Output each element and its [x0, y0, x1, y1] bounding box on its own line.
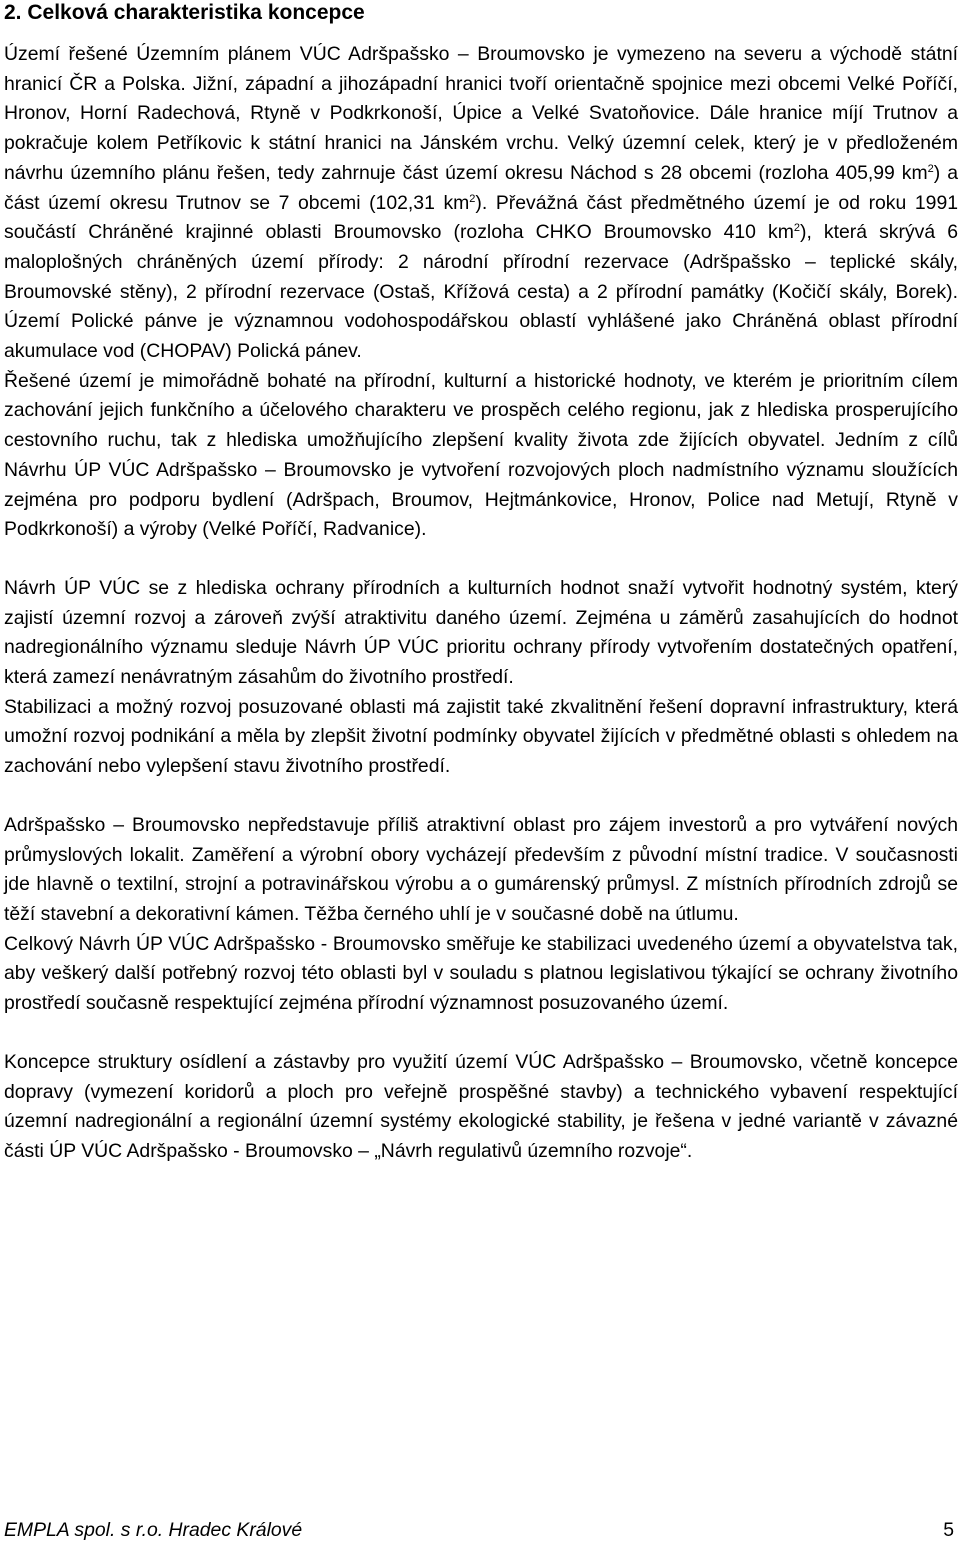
paragraph-text: ), která skrývá 6 maloplošných chráněných území přírody: 2 národní přírodní rezervace (Adršpašsko – teplické skály, Broumovské stěny), 2 přírodní rezervace (Ostaš, Křížová cesta) a 2 přírodní památky (Kočičí skály, Borek). Území Polické pánve je významnou vodohospodářskou oblastí vyhlášené jako Chráněná oblast přírodní akumulace vod (CHOPAV) Polická pánev.: [4, 221, 958, 363]
superscript: 2: [927, 162, 934, 175]
footer-company: EMPLA spol. s r.o. Hradec Králové: [4, 1519, 303, 1541]
page-number: 5: [943, 1519, 954, 1541]
paragraph-text: ) a část území okresu Trutnov se 7 obcemi (102,31 km: [4, 161, 958, 214]
paragraph-text: Území řešené Územním plánem VÚC Adršpašsko – Broumovsko je vymezeno na severu a východě státní hranicí ČR a Polska. Jižní, západní a jihozápadní hranici tvoří orientačně spojnice mezi obcemi Velké Poříčí, Hronov, Horní Radechová, Rtyně v Podkrkonoší, Úpice a Velké Svatoňovice. Dále hranice míjí Trutnov a pokračuje kolem Petříkovic k státní hranici na Jánském vrchu. Velký územní celek, který je v předloženém návrhu územního plánu řešen, tedy zahrnuje část území okresu Náchod s 28 obcemi (rozloha 405,99 km: [4, 43, 958, 184]
paragraph-protection: Návrh ÚP VÚC se z hlediska ochrany přírodních a kulturních hodnot snaží vytvořit hodnotný systém, který zajistí územní rozvoj a zároveň zvýší atraktivitu daného území. Zejména u záměrů zasahujících do hodnot nadregionálního významu sleduje Návrh ÚP VÚC prioritu ochrany přírody vytvořením dostatečných opatření, která zamezí nenávratným zásahům do životního prostředí.: [4, 576, 958, 689]
paragraph-overall: Celkový Návrh ÚP VÚC Adršpašsko - Broumovsko směřuje ke stabilizaci uvedeného území a obyvatelstva tak, aby veškerý další potřebný rozvoj této oblasti byl v souladu s platnou legislativou týkající se ochrany životního prostředí současně respektující zejména přírodní významnost posuzovaného území.: [4, 932, 958, 1015]
paragraph-text: ). Převážná část předmětného území je od roku 1991 součástí Chráněné krajinné oblasti Broumovsko (rozloha CHKO Broumovsko 410 km: [4, 191, 959, 244]
superscript: 2: [793, 222, 800, 235]
paragraph-economy: Adršpašsko – Broumovsko nepředstavuje příliš atraktivní oblast pro zájem investorů a pro vytváření nových průmyslových lokalit. Zaměření a výrobní obory vycházejí především z původní místní tradice. V současnosti jde hlavně o textilní, strojní a potravinářskou výrobu a o gumárenský průmysl. Z místních přírodních zdrojů se těží stavební a dekorativní kámen. Těžba černého uhlí je v současné době na útlumu.: [4, 813, 958, 925]
paragraph-territory: [4, 40, 958, 367]
paragraph-stabilization: Stabilizaci a možný rozvoj posuzované oblasti má zajistit také zkvalitnění řešení dopravní infrastruktury, která umožní rozvoj podnikání a měla by zlepšit životní podmínky obyvatel žijících v předmětné oblasti s ohledem na zachování nebo vylepšení stavu životního prostředí.: [4, 695, 958, 778]
paragraph-values: Řešené území je mimořádně bohaté na přírodní, kulturní a historické hodnoty, ve kterém je prioritním cílem zachování jejich funkčního a účelového charakteru ve prospěch celého regionu, jak z hlediska prosperujícího cestovního ruchu, tak z hlediska umožňujícího zlepšení kvality života zde žijících obyvatel. Jedním z cílů Návrhu ÚP VÚC Adršpašsko – Broumovsko je vytvoření rozvojových ploch nadmístního významu sloužících zejména pro podporu bydlení (Adršpach, Broumov, Hejtmánkovice, Hronov, Police nad Metují, Rtyně v Podkrkonoší) a výroby (Velké Poříčí, Radvanice).: [4, 369, 958, 541]
superscript: 2: [469, 192, 476, 205]
paragraph-concept: Koncepce struktury osídlení a zástavby pro využití území VÚC Adršpašsko – Broumovsko, včetně koncepce dopravy (vymezení koridorů a ploch pro veřejně prospěšné stavby) a technického vybavení respektující územní nadregionální a regionální územní systémy ekologické stability, je řešena v jedné variantě v závazné části ÚP VÚC Adršpašsko - Broumovsko – „Návrh regulativů územního rozvoje“.: [4, 1050, 958, 1162]
section-heading: 2. Celková charakteristika koncepce: [4, 1, 365, 24]
document-page: [4, 0, 958, 1167]
